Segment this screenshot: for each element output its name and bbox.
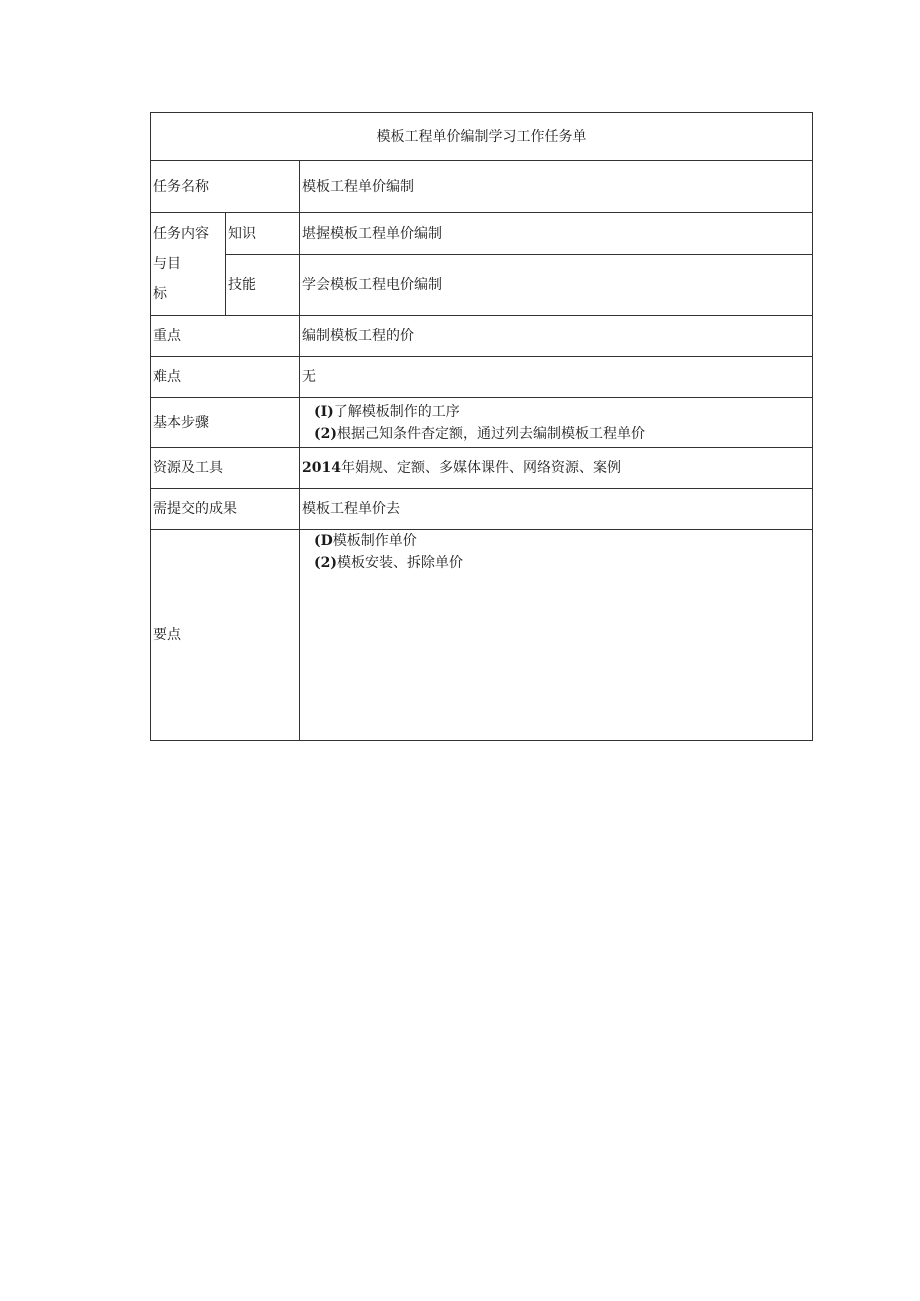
difficulty-label: 难点 [151,357,300,398]
skill-label: 技能 [226,255,300,316]
resources-year: 2014 [302,460,341,476]
skill-value: 学会模板工程电价编制 [300,255,813,316]
basic-steps-value [300,398,813,448]
skill-row [151,255,813,316]
key-point-label: 重点 [151,316,300,357]
task-sheet-table [150,112,813,741]
step-number: (2) [314,425,337,442]
step-number: (I) [314,403,334,420]
key-point-value: 编制模板工程的价 [300,316,813,357]
step-text: 根据己知条件杳定额，通过列去编制模板工程单价 [337,425,645,442]
essential-number: (D [314,533,333,549]
knowledge-value: 堪握模板工程单价编制 [300,213,813,255]
resources-value [300,448,813,489]
difficulty-value: 无 [300,357,813,398]
step-item [314,401,810,423]
essentials-value [300,530,813,741]
basic-steps-label: 基本步骤 [151,398,300,448]
title-row [151,113,813,161]
step-text: 了解模板制作的工序 [333,403,460,420]
resources-label: 资源及工具 [151,448,300,489]
deliverable-row [151,489,813,530]
essential-text: 模板安装、拆除单价 [337,555,463,571]
form-title: 模板工程单价编制学习工作任务单 [151,113,813,161]
resources-text: 年娟规、定额、多媒体课件、网络资源、案例 [340,460,621,476]
essentials-row [151,530,813,741]
essentials-label: 要点 [151,530,300,741]
deliverable-value: 模板工程单价去 [300,489,813,530]
task-name-value: 模板工程单价编制 [300,161,813,213]
content-goal-label [151,213,226,316]
difficulty-row [151,357,813,398]
knowledge-label: 知识 [226,213,300,255]
basic-steps-row [151,398,813,448]
essential-number: (2) [314,555,337,571]
task-name-row [151,161,813,213]
content-goal-label-line-2: 与目 [153,256,181,272]
content-goal-label-line-1: 任务内容 [153,226,209,242]
step-item [314,423,810,445]
essential-item [314,552,810,574]
key-point-row [151,316,813,357]
deliverable-label: 需提交的成果 [151,489,300,530]
content-goal-label-line-3: 标 [153,286,167,302]
resources-row [151,448,813,489]
task-name-label: 任务名称 [151,161,300,213]
knowledge-row [151,213,813,255]
essential-text: 模板制作单价 [332,533,417,549]
essential-item [314,530,810,552]
